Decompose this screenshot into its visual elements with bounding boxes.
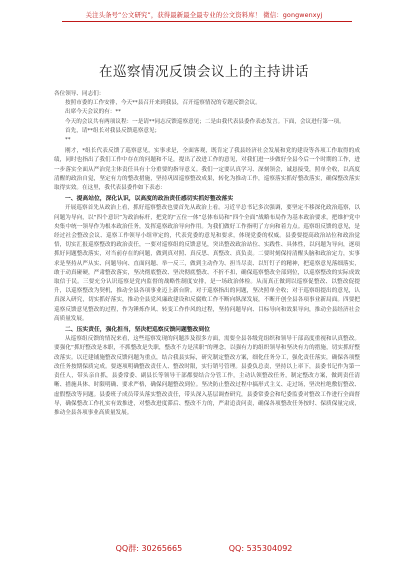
document-body [54, 90, 360, 418]
banner-underline [62, 21, 352, 22]
main-paragraph: 刚才，*组长代表反馈了巡察意见，实事求是，全面客观，既肯定了我县经济社会发展和党的建设等各项工作取得的成绩，同时也指出了我们工作中存在的问题和不足，提出了改进工作的意见，对我们进一步做好全县今后一个时期的工作，进一步落实全面从严治党主体责任具有十分重要的指导意义。我们一定要认真学习、深刻领会，诚恳接受，照单全收，以高度清醒的政治自觉，坚定有力的整改措施，坚持巩固巡察整改成果，转化为推动工作，巡察落实抓好整改落实，确保整改落实取得实效。在这里，我代表县委作如下表态： [54, 148, 360, 192]
stars-placeholder: ** [65, 137, 71, 144]
intro-paragraph: 今天的会议共有两项议程：一是请**同志反馈巡察意见；二是由我代表县委作表态发言。下面，会议进行第一项。 [65, 118, 345, 125]
section-body: 从巡察组反馈的情况来看，这些巡察发现的问题涉及很多方面，需要全县各级党组织和领导干部高度重视和认真整改。要强化“抓好整改是本职，不抓整改是失职，整改不力是渎职”的理念，以强有力的组织领导和坚决有力的措施，切实抓好整改落实。以迁建铺施整改反馈问题为重点，结合我县实际，研究制定整改方案，细化任务分工，强化责任落实，确保各项整改任务按期保质完成。要逐项明确整改责任人、整改时限，实行销号管理。县委负总责，坚持以上率下，县委书记作为第一责任人，带头亲自抓，县委常委、副县长等领导干部都要结合分管工作，主动认领整改任务，制定整改方案，做到责任清晰、措施具体、时限明确、要求严格，确保问题整改到位。坚决防止整改过程中搞形式主义、走过场，坚决杜绝敷衍整改、虚假整改等问题。县委班子成员带头落实整改责任，带头深入基层调查研究，县委常委会和纪委监委对整改工作进行全面督导，确保整改工作扎实有效推进，对整改进度滞后、整改不力的，严肃追责问责，确保各项整改任务按时、保质保量完成，推动全县各项事业高质量发展。 [54, 336, 360, 416]
intro-paragraph: 出席今天会议的有：** [65, 109, 121, 116]
document-title: 在巡察情况反馈会议上的主持讲话 [99, 64, 309, 80]
qq-label: QQ: 535304092 [228, 544, 293, 553]
section-body: 开展巡察首先从政治上看，抓好巡察整改也要首先从政治上看。习近平总书记多次强调，要坚定不移深化政治巡察，以问题为导向，以“四个意识”为政治标杆，把党的“五位一体”总体布局和“四个全面”战略布局作为基本政治要求，把维护党中央集中统一领导作为根本政治任务，发挥巡察政治导向作用。为我们做好工作指明了方向和着力点。巡察组反馈的意见，是经过社会整改会议、巡察工作领导小组审定的，代表党委的意见和要求，体现党委的权威。县委要提高政治站位和政治觉悟，切实汇报巡察整改的政治责任，一要对巡察组的反馈意见，突出整改政治站位、实践性、具体性，以问题为导向，逐项抓好问题整改落实，对当前存在的问题，做到真对照、真反思、真整改、真负责。二要时刻保持清醒头脑和政治定力，实事求是坚持从严从实、问题导向、直面问题、举一反三，做到主动作为、担当尽责、以钉钉子的精神，把巡察意见落细落实，敢于动真碰硬，严肃整改落实，坚决彻底整改、坚决彻底整改、不折不扣，确保巡察整改全部到位，以巡察整改的实际成效取信于民。三要充分认识巡察是党内监督的战略性制度安排，是一场政治体检。从而真正做到以巡察促整改、以整改促提升，以巡察整改为契机，推动全县各项事业迈上新台阶。对于巡察指出的问题，坚决照单全收；对于巡察组提出的意见，认真深入研究，切实抓好落实，推动全县党风廉政建设和反腐败工作不断向纵深发展，不断开创全县各项事业新局面。四要把巡察反馈意见整改的过程，作为锤炼作风、转变工作作风的过程，坚持问题导向、目标导向和效果导向，推动全县经济社会高质量发展。 [54, 205, 360, 322]
qq-group-label: QQ群: 30265665 [115, 544, 183, 553]
greeting: 各位领导、同志们： [54, 91, 105, 97]
intro-paragraph: 按照市委的工作安排，今天**县召开来到我县，召开巡察情况的专题反馈会议。 [65, 100, 261, 107]
promo-banner: 关注头条号“公文研究”，获得最新最全最专业的公文资料库！ 微信：gongwenxyj [85, 11, 323, 19]
section-heading: 二、压实责任，强化担当，坚决把巡察反馈问题整改到位 [65, 327, 210, 334]
contact-footer [0, 543, 408, 554]
section-heading: 一、提高站位，深化认识，以高度的政治责任感切实抓好整改落实 [65, 196, 234, 203]
intro-paragraph: 首先，请**组长对我县反馈巡察意见； [65, 127, 161, 134]
